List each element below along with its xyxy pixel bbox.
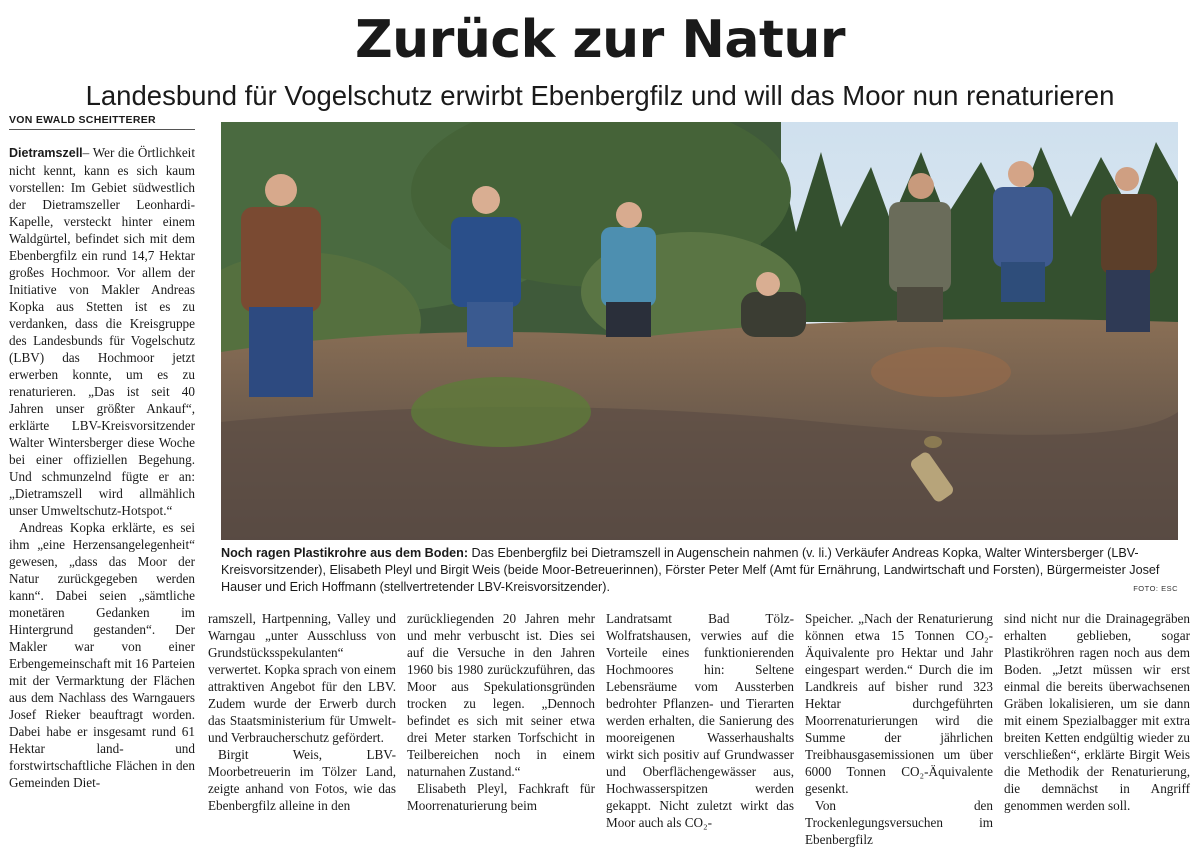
paragraph: sind nicht nur die Drainagegräben erhalten geblieben, sogar Plastikröhren ragen noch aus dem Boden. „Jetzt müssen wir erst einmal die bereits überwachsenen Gräben lokalisieren, um sie dann mit einem Spezialbagger mit extra breiten Ketten endgültig wieder zu verschließen“, erklärte Birgit Weis die Methodik der Renaturierung, die demnächst in Angriff genommen werden soll. — [1004, 611, 1190, 813]
subheadline: Landesbund für Vogelschutz erwirbt Ebenbergfilz und will das Moor nun renaturieren — [85, 80, 1115, 111]
paragraph: zurückliegenden 20 Jahren mehr und mehr verbuscht ist. Dies sei auf die Versuche in den Jahren 1960 bis 1980 zurückzuführen, das Moor aus Spekulationsgründen trocken zu legen. „Dennoch befindet es sich mit seiner etwa drei Meter starken Torfschicht in Teilbereichen noch in einem naturnahen Zustand.“ — [407, 611, 595, 779]
headline: Zurück zur Natur — [354, 10, 846, 70]
caption-text: Das Ebenbergfilz bei Dietramszell in Augenschein nahmen (v. li.) Verkäufer Andreas Kopka, Walter Wintersberger (LBV-Kreisvorsitzender), Elisabeth Pleyl und Birgit Weis (beide Moor-Betreuerinnen), Förster Peter Melf (Amt für Ernährung, Landwirtschaft und Forsten), Bürgermeister Josef Hauser und Erich Hoffmann (stellvertretender LBV-Kreisvorsitzender). — [221, 546, 1160, 594]
paragraph: Speicher. „Nach der Renaturierung können etwa 15 Tonnen CO₂-Äquivalente pro Hektar und Jahr eingespart werden.“ Durch die im Landkreis auf bisher rund 323 Hektar durchgeführten Moorrenaturierungen wird die Summe der jährlichen Treibhausgasemissionen um über 6000 Tonnen CO₂-Äquivalente gesenkt. — [805, 611, 993, 796]
paragraph: Andreas Kopka erklärte, es sei ihm „eine Herzensangelegenheit“ gewesen, „dass das Moor der Natur zurückgegeben werden kann“. Dabei seien „sämtliche monetären Gedanken im Hintergrund gestanden“. Der Makler war von einer Erbengemeinschaft mit 16 Parteien mit der Vermarktung der Flächen aus dem Nachlass des Warngauers Josef Rieker beauftragt worden. Dabei habe er insgesamt rund 61 Hektar land- und forstwirtschaftliche Flächen in den Gemeinden Diet- — [9, 520, 195, 790]
paragraph: Elisabeth Pleyl, Fachkraft für Moorrenaturierung beim — [407, 781, 595, 813]
paragraph: ramszell, Hartpenning, Valley und Warngau „unter Ausschluss von Grundstücksspekulanten“ verwertet. Kopka sprach von einem attraktiven Angebot für den LBV. Zudem wurde der Erwerb durch das Staatsministerium für Umwelt- und Verbraucherschutz gefördert. — [208, 611, 396, 745]
paragraph: Landratsamt Bad Tölz-Wolfratshausen, verwies auf die Vorteile eines funktionierenden Hochmoores hin: Seltene Lebensräume vom Aussterben bedrohter Pflanzen- und Tierarten werden erhalten, die Sanierung des mooreigenen Wasserhaushalts wirkt sich positiv auf Grundwasser und Oberflächengewässer aus, Hochwasserspitzen werden gekappt. Nicht zuletzt wirkt das Moor auch als CO₂- — [606, 611, 794, 830]
article-column-4 — [606, 610, 794, 831]
paragraph: Von den Trockenlegungsversuchen im Ebenbergfilz — [805, 798, 993, 847]
article-photo — [221, 122, 1178, 540]
paragraph-text: – Wer die Örtlichkeit nicht kennt, kann es sich kaum vorstellen: Im Gebiet südwestlich der Dietramszeller Leonhardi-Kapelle, versteckt hinter einem Waldgürtel, befindet sich mit dem Ebenbergfilz ein rund 14,7 Hektar großes Hochmoor. Vor allem der Initiative von Makler Andreas Kopka aus Stetten ist es zu verdanken, dass die Kreisgruppe des Landesbunds für Vogelschutz (LBV) das Hochmoor jetzt erwerben konnte, um es zu renaturieren. „Das ist seit 40 Jahren unser größter Ankauf“, erklärte LBV-Kreisvorsitzender Walter Wintersberger diese Woche bei einer offiziellen Begehung. Und schmunzelnd fügte er an: „Dietramszell wird allmählich unser Umweltschutz-Hotspot.“ — [9, 145, 195, 518]
article-column-5 — [805, 610, 993, 848]
article-column-3 — [407, 610, 595, 814]
caption-lead: Noch ragen Plastikrohre aus dem Boden: — [221, 546, 469, 560]
moor-photo-illustration — [221, 122, 1178, 540]
byline: VON EWALD SCHEITTERER — [9, 114, 195, 130]
dateline: Dietramszell — [9, 146, 83, 160]
photo-caption — [221, 545, 1178, 596]
photo-credit: FOTO: ESC — [1133, 584, 1178, 593]
article-column-2 — [208, 610, 396, 814]
paragraph — [9, 144, 195, 519]
article-column-1 — [9, 144, 195, 791]
article-column-6 — [1004, 610, 1190, 814]
paragraph: Birgit Weis, LBV-Moorbetreuerin im Tölzer Land, zeigte anhand von Fotos, wie das Ebenbergfilz alleine in den — [208, 747, 396, 813]
